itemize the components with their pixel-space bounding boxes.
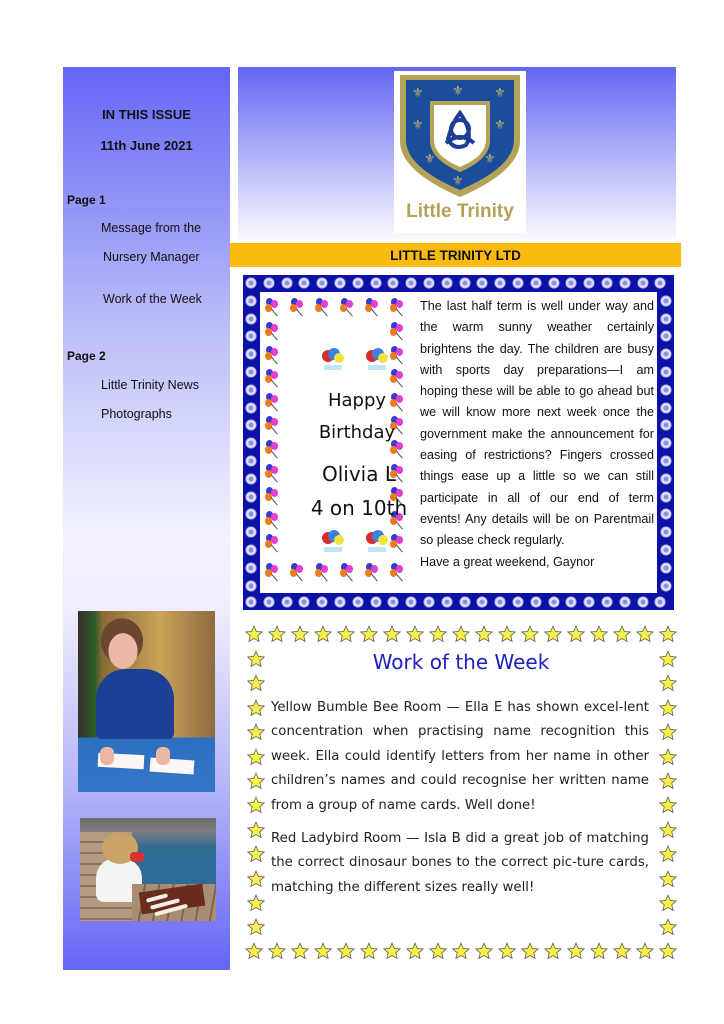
star-icon	[383, 942, 401, 960]
flower-icon	[245, 384, 257, 396]
star-icon	[659, 674, 677, 692]
star-icon	[268, 625, 286, 643]
balloon-icon	[264, 487, 282, 507]
star-icon	[247, 894, 265, 912]
flower-icon	[654, 277, 666, 289]
flower-icon	[601, 596, 613, 608]
star-icon	[247, 723, 265, 741]
message-body: The last half term is well under way and the warm sunny weather certainly brightens the day. The children are busy with sports day preparations—I am hoping these will be able to go ahead but we will know more next week once the government make the announcement for easing of restrictions? Fingers crossed things ease up a little so we can still participate in all of our end of term events! Any details will be on Parentmail so please check regularly.	[420, 299, 654, 548]
balloon-icon	[289, 298, 307, 318]
star-icon	[659, 821, 677, 839]
flower-icon	[583, 596, 595, 608]
star-icon	[291, 625, 309, 643]
balloon-icon	[389, 298, 407, 318]
star-icon	[247, 796, 265, 814]
flower-icon	[423, 596, 435, 608]
flower-icon	[298, 596, 310, 608]
contents-item-work-of-week[interactable]: Work of the Week	[103, 292, 202, 306]
flower-icon	[298, 277, 310, 289]
flower-icon	[245, 526, 257, 538]
balloon-icon	[264, 298, 282, 318]
balloon-icon	[389, 534, 407, 554]
svg-text:⚜: ⚜	[452, 84, 464, 99]
balloon-icon	[264, 440, 282, 460]
flower-icon	[583, 277, 595, 289]
crest-icon	[394, 71, 526, 201]
star-icon	[567, 942, 585, 960]
flower-icon	[459, 596, 471, 608]
star-icon	[360, 625, 378, 643]
flower-icon	[245, 295, 257, 307]
flower-icon	[245, 419, 257, 431]
flower-icon	[245, 596, 257, 608]
flower-icon	[660, 384, 672, 396]
star-icon	[429, 625, 447, 643]
star-icon	[314, 942, 332, 960]
flower-icon	[601, 277, 613, 289]
star-icon	[247, 821, 265, 839]
flower-icon	[565, 277, 577, 289]
flower-icon	[245, 455, 257, 467]
flower-icon	[476, 596, 488, 608]
balloon-icon	[264, 322, 282, 342]
star-icon	[659, 942, 677, 960]
flower-icon	[423, 277, 435, 289]
star-icon	[659, 699, 677, 717]
flower-icon	[263, 277, 275, 289]
flower-icon	[660, 419, 672, 431]
work-of-week-entry-bumble-bee: Yellow Bumble Bee Room — Ella E has shown excel-lent concentration when practising name recognition this week. Ella could identify letters from her name in other children’s names and could recognise her written name from a group of name cards. Well done!	[271, 700, 649, 813]
balloon-icon	[339, 298, 357, 318]
work-of-week-entry-ladybird: Red Ladybird Room — Isla B did a great job of matching the correct dinosaur bones to the correct pic-ture cards, matching the different sizes really well!	[271, 831, 649, 895]
star-icon	[613, 625, 631, 643]
svg-text:⚜: ⚜	[424, 152, 436, 167]
star-icon	[247, 674, 265, 692]
contents-item-news[interactable]: Little Trinity News	[101, 378, 199, 392]
flower-icon	[387, 596, 399, 608]
balloon-icon	[389, 346, 407, 366]
star-icon	[544, 625, 562, 643]
flower-icon	[245, 348, 257, 360]
star-icon	[383, 625, 401, 643]
star-icon	[659, 796, 677, 814]
flower-icon	[660, 508, 672, 520]
star-icon	[659, 723, 677, 741]
flower-icon	[530, 277, 542, 289]
star-icon	[245, 625, 263, 643]
star-icon	[659, 625, 677, 643]
star-icon	[452, 625, 470, 643]
flower-icon	[548, 596, 560, 608]
flower-icon	[245, 313, 257, 325]
star-icon	[247, 870, 265, 888]
flower-icon	[459, 277, 471, 289]
star-icon	[659, 894, 677, 912]
star-icon	[268, 942, 286, 960]
star-icon	[659, 918, 677, 936]
contents-item-message[interactable]: Message from the	[101, 221, 202, 235]
svg-text:⚜: ⚜	[494, 86, 506, 101]
star-icon	[636, 942, 654, 960]
flower-icon	[660, 473, 672, 485]
flower-icon	[660, 437, 672, 449]
svg-text:⚜: ⚜	[494, 118, 506, 133]
star-icon	[247, 918, 265, 936]
flower-icon	[245, 437, 257, 449]
balloon-icon	[264, 464, 282, 484]
flower-icon	[245, 330, 257, 342]
flower-icon	[263, 596, 275, 608]
page-1-label: Page 1	[67, 193, 106, 207]
photo-child-dinosaur-bones	[80, 818, 216, 921]
manager-message	[420, 296, 654, 573]
flower-icon	[245, 473, 257, 485]
flower-icon	[512, 277, 524, 289]
balloon-icon	[364, 298, 382, 318]
balloon-icon	[389, 563, 407, 583]
flower-icon	[619, 596, 631, 608]
balloon-icon	[264, 416, 282, 436]
birthday-line2: Birthday	[318, 422, 396, 443]
star-icon	[247, 699, 265, 717]
photo-hand	[100, 747, 114, 765]
flower-icon	[352, 277, 364, 289]
star-icon	[406, 942, 424, 960]
star-icon	[567, 625, 585, 643]
flower-icon	[494, 596, 506, 608]
star-icon	[659, 748, 677, 766]
star-icon	[521, 625, 539, 643]
contents-item-manager[interactable]: Nursery Manager	[103, 250, 200, 264]
logo-text: Little Trinity	[406, 201, 514, 222]
flower-icon	[245, 402, 257, 414]
photo-child-name-cards	[78, 611, 215, 792]
flower-icon	[654, 596, 666, 608]
party-balloons-icon	[364, 348, 390, 370]
issue-date: 11th June 2021	[100, 138, 193, 153]
star-icon	[590, 942, 608, 960]
flower-icon	[281, 277, 293, 289]
balloon-icon	[314, 298, 332, 318]
star-icon	[659, 772, 677, 790]
flower-icon	[637, 277, 649, 289]
flower-icon	[660, 313, 672, 325]
flower-icon	[245, 491, 257, 503]
star-icon	[245, 942, 263, 960]
flower-icon	[619, 277, 631, 289]
flower-icon	[637, 596, 649, 608]
star-icon	[544, 942, 562, 960]
party-balloons-icon	[320, 530, 346, 552]
star-icon	[613, 942, 631, 960]
flower-icon	[660, 526, 672, 538]
flower-icon	[660, 402, 672, 414]
birthday-line1: Happy	[327, 390, 387, 411]
star-icon	[498, 942, 516, 960]
flower-icon	[660, 330, 672, 342]
balloon-icon	[364, 563, 382, 583]
flower-icon	[245, 366, 257, 378]
star-icon	[429, 942, 447, 960]
balloon-icon	[264, 369, 282, 389]
flower-icon	[512, 596, 524, 608]
star-icon	[337, 942, 355, 960]
flower-icon	[334, 277, 346, 289]
star-icon	[360, 942, 378, 960]
flower-icon	[334, 596, 346, 608]
svg-text:⚜: ⚜	[452, 174, 464, 189]
balloon-icon	[264, 534, 282, 554]
page-2-label: Page 2	[67, 349, 106, 363]
flower-icon	[281, 596, 293, 608]
star-icon	[247, 748, 265, 766]
svg-text:⚜: ⚜	[412, 86, 424, 101]
flower-icon	[245, 544, 257, 556]
message-signoff: Have a great weekend, Gaynor	[420, 554, 595, 569]
star-icon	[659, 870, 677, 888]
star-icon	[590, 625, 608, 643]
flower-icon	[405, 596, 417, 608]
flower-icon	[494, 277, 506, 289]
flower-icon	[660, 580, 672, 592]
star-icon	[636, 625, 654, 643]
balloon-icon	[339, 563, 357, 583]
star-icon	[475, 625, 493, 643]
flower-icon	[660, 491, 672, 503]
flower-icon	[370, 596, 382, 608]
flower-icon	[245, 277, 257, 289]
star-icon	[247, 845, 265, 863]
flower-icon	[405, 277, 417, 289]
company-banner	[230, 243, 681, 267]
flower-icon	[245, 562, 257, 574]
balloon-icon	[264, 346, 282, 366]
flower-icon	[352, 596, 364, 608]
star-icon	[314, 625, 332, 643]
balloon-icon	[389, 369, 407, 389]
work-of-week-title: Work of the Week	[372, 650, 550, 674]
flower-icon	[441, 596, 453, 608]
star-icon	[291, 942, 309, 960]
flower-icon	[660, 366, 672, 378]
star-icon	[521, 942, 539, 960]
flower-icon	[316, 277, 328, 289]
star-icon	[406, 625, 424, 643]
balloon-icon	[389, 322, 407, 342]
flower-icon	[660, 295, 672, 307]
flower-icon	[245, 508, 257, 520]
issue-heading: IN THIS ISSUE	[102, 107, 191, 122]
flower-icon	[530, 596, 542, 608]
flower-icon	[565, 596, 577, 608]
photo-bow	[130, 852, 144, 862]
flower-icon	[660, 455, 672, 467]
photo-shirt	[96, 669, 174, 739]
contents-item-photographs[interactable]: Photographs	[101, 407, 172, 421]
star-icon	[498, 625, 516, 643]
star-icon	[337, 625, 355, 643]
flower-icon	[370, 277, 382, 289]
balloon-icon	[264, 563, 282, 583]
flower-icon	[548, 277, 560, 289]
svg-text:⚜: ⚜	[484, 152, 496, 167]
company-name: LITTLE TRINITY LTD	[390, 248, 521, 263]
flower-icon	[660, 562, 672, 574]
balloon-icon	[264, 511, 282, 531]
flower-icon	[387, 277, 399, 289]
balloon-icon	[389, 440, 407, 460]
star-icon	[247, 772, 265, 790]
flower-icon	[660, 348, 672, 360]
flower-icon	[316, 596, 328, 608]
flower-icon	[441, 277, 453, 289]
svg-text:⚜: ⚜	[412, 118, 424, 133]
flower-icon	[245, 580, 257, 592]
balloon-icon	[289, 563, 307, 583]
flower-icon	[660, 544, 672, 556]
star-icon	[659, 845, 677, 863]
balloon-icon	[314, 563, 332, 583]
star-icon	[452, 942, 470, 960]
party-balloons-icon	[364, 530, 390, 552]
party-balloons-icon	[320, 348, 346, 370]
birthday-detail: 4 on 10th	[310, 496, 408, 520]
birthday-name: Olivia L	[321, 462, 396, 486]
star-icon	[475, 942, 493, 960]
flower-icon	[476, 277, 488, 289]
photo-hand	[156, 747, 170, 765]
school-logo	[394, 71, 526, 233]
balloon-icon	[264, 393, 282, 413]
